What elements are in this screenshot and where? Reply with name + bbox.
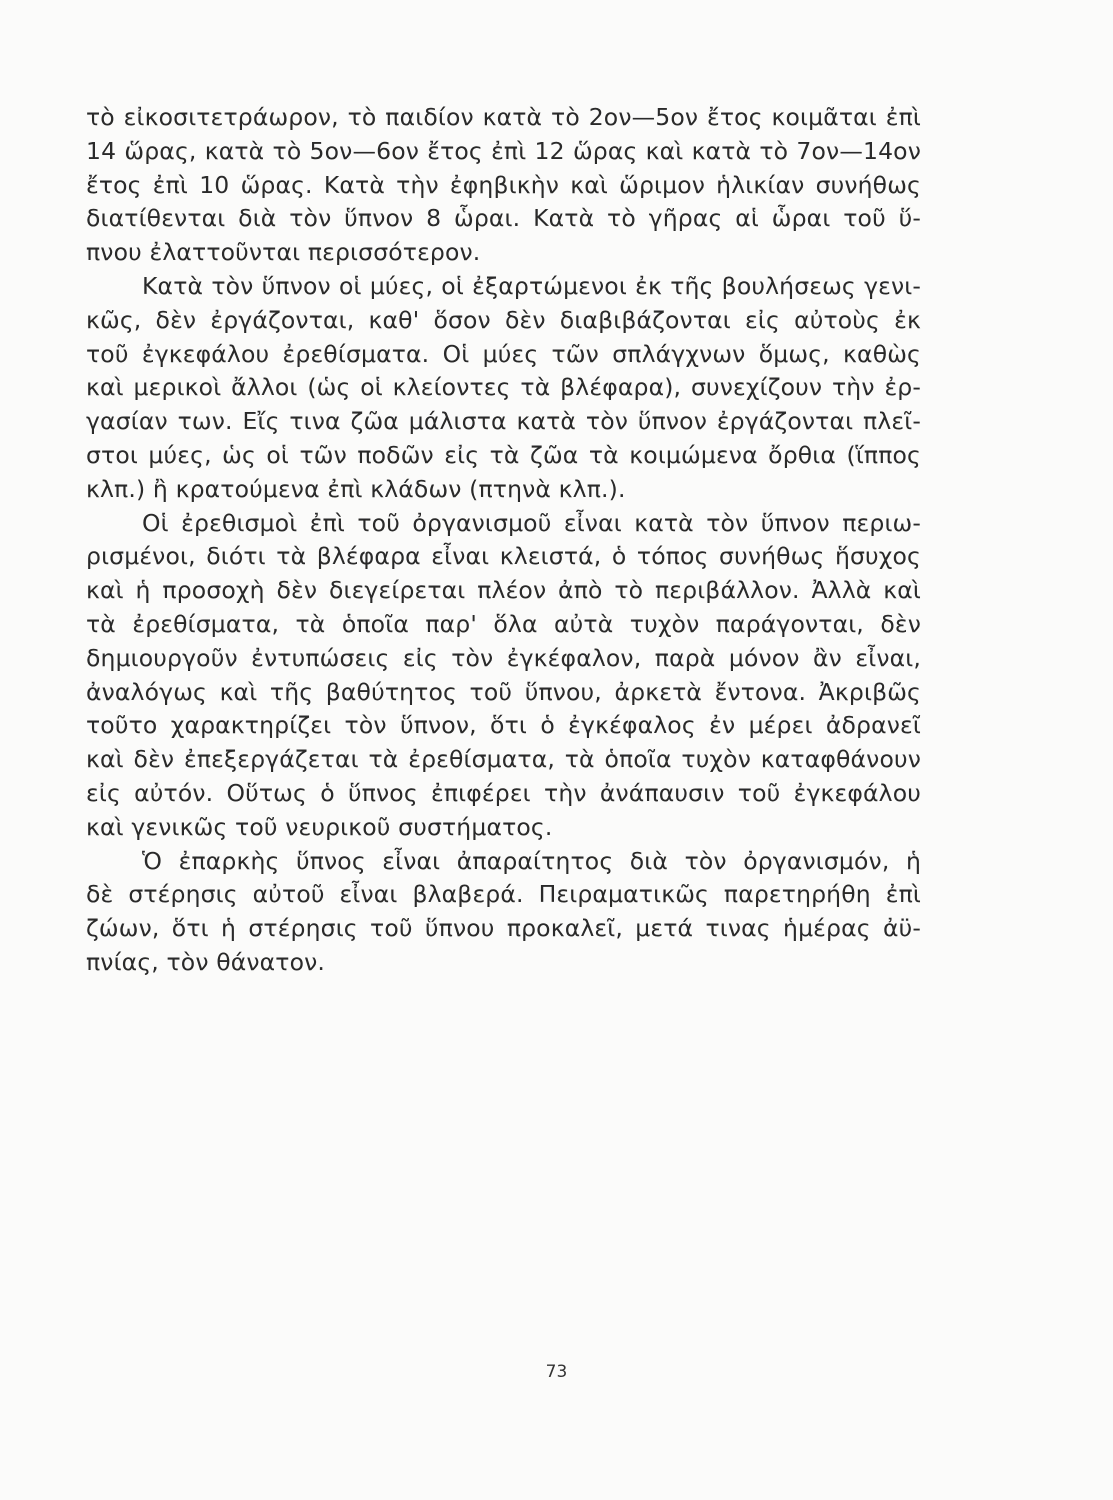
text-line: πνίας, τὸν θάνατον.	[86, 947, 326, 976]
text-line: ρισμένοι, διότι τὰ βλέφαρα εἶναι κλειστά, ὁ τόπος συνήθως ἥσυχος	[86, 542, 921, 571]
text-line: γασίαν των. Εἴς τινα ζῶα μάλιστα κατὰ τὸν ὕπνον ἐργάζονται πλεῖ-	[86, 407, 921, 436]
text-line: 14 ὥρας, κατὰ τὸ 5ον—6ον ἔτος ἐπὶ 12 ὥρας καὶ κατὰ τὸ 7ον—14ον	[86, 136, 921, 165]
text-line: εἰς αὐτόν. Οὕτως ὁ ὕπνος ἐπιφέρει τὴν ἀνάπαυσιν τοῦ ἐγκεφάλου	[86, 778, 921, 807]
text-line: καὶ ἡ προσοχὴ δὲν διεγείρεται πλέον ἀπὸ τὸ περιβάλλον. Ἀλλὰ καὶ	[86, 576, 921, 605]
text-line: πνου ἐλαττοῦνται περισσότερον.	[86, 238, 481, 267]
text-line: καὶ γενικῶς τοῦ νευρικοῦ συστήματος.	[86, 812, 553, 841]
text-line: κλπ.) ἢ κρατούμενα ἐπὶ κλάδων (πτηνὰ κλπ.).	[86, 474, 626, 503]
text-line: Ὁ ἐπαρκὴς ὕπνος εἶναι ἀπαραίτητος διὰ τὸν ὀργανισμόν, ἡ	[142, 846, 921, 875]
text-line: Κατὰ τὸν ὕπνον οἱ μύες, οἱ ἐξαρτώμενοι ἐκ τῆς βουλήσεως γενι-	[142, 271, 921, 300]
text-line: δημιουργοῦν ἐντυπώσεις εἰς τὸν ἐγκέφαλον, παρὰ μόνον ἂν εἶναι,	[86, 643, 921, 672]
text-line: τὰ ἐρεθίσματα, τὰ ὁποῖα παρ' ὅλα αὐτὰ τυχὸν παράγονται, δὲν	[86, 609, 921, 638]
page-number: 73	[545, 1362, 568, 1382]
text-line: καὶ δὲν ἐπεξεργάζεται τὰ ἐρεθίσματα, τὰ ὁποῖα τυχὸν καταφθάνουν	[86, 745, 921, 774]
text-line: ζώων, ὅτι ἡ στέρησις τοῦ ὕπνου προκαλεῖ, μετά τινας ἡμέρας ἀϋ-	[86, 914, 921, 943]
text-line: καὶ μερικοὶ ἄλλοι (ὡς οἱ κλείοντες τὰ βλέφαρα), συνεχίζουν τὴν ἐρ-	[86, 373, 921, 402]
text-line: τοῦ ἐγκεφάλου ἐρεθίσματα. Οἱ μύες τῶν σπλάγχνων ὅμως, καθὼς	[86, 339, 921, 368]
text-line: κῶς, δὲν ἐργάζονται, καθ' ὅσον δὲν διαβιβάζονται εἰς αὐτοὺς ἐκ	[86, 305, 921, 334]
text-line: τοῦτο χαρακτηρίζει τὸν ὕπνον, ὅτι ὁ ἐγκέφαλος ἐν μέρει ἀδρανεῖ	[86, 711, 921, 740]
text-line: ἔτος ἐπὶ 10 ὥρας. Κατὰ τὴν ἐφηβικὴν καὶ ὥριμον ἡλικίαν συνήθως	[86, 170, 921, 199]
text-line: διατίθενται διὰ τὸν ὕπνον 8 ὧραι. Κατὰ τὸ γῆρας αἱ ὧραι τοῦ ὕ-	[86, 204, 921, 233]
body-text	[86, 101, 921, 980]
text-line: στοι μύες, ὡς οἱ τῶν ποδῶν εἰς τὰ ζῶα τὰ κοιμώμενα ὄρθια (ἵππος	[86, 440, 921, 469]
text-line: τὸ εἰκοσιτετράωρον, τὸ παιδίον κατὰ τὸ 2ον—5ον ἔτος κοιμᾶται ἐπὶ	[86, 103, 921, 131]
text-line: δὲ στέρησις αὐτοῦ εἶναι βλαβερά. Πειραματικῶς παρετηρήθη ἐπὶ	[86, 880, 921, 909]
text-line: ἀναλόγως καὶ τῆς βαθύτητος τοῦ ὕπνου, ἀρκετὰ ἔντονα. Ἀκριβῶς	[86, 677, 921, 706]
text-line: Οἱ ἐρεθισμοὶ ἐπὶ τοῦ ὀργανισμοῦ εἶναι κατὰ τὸν ὕπνον περιω-	[142, 508, 921, 537]
